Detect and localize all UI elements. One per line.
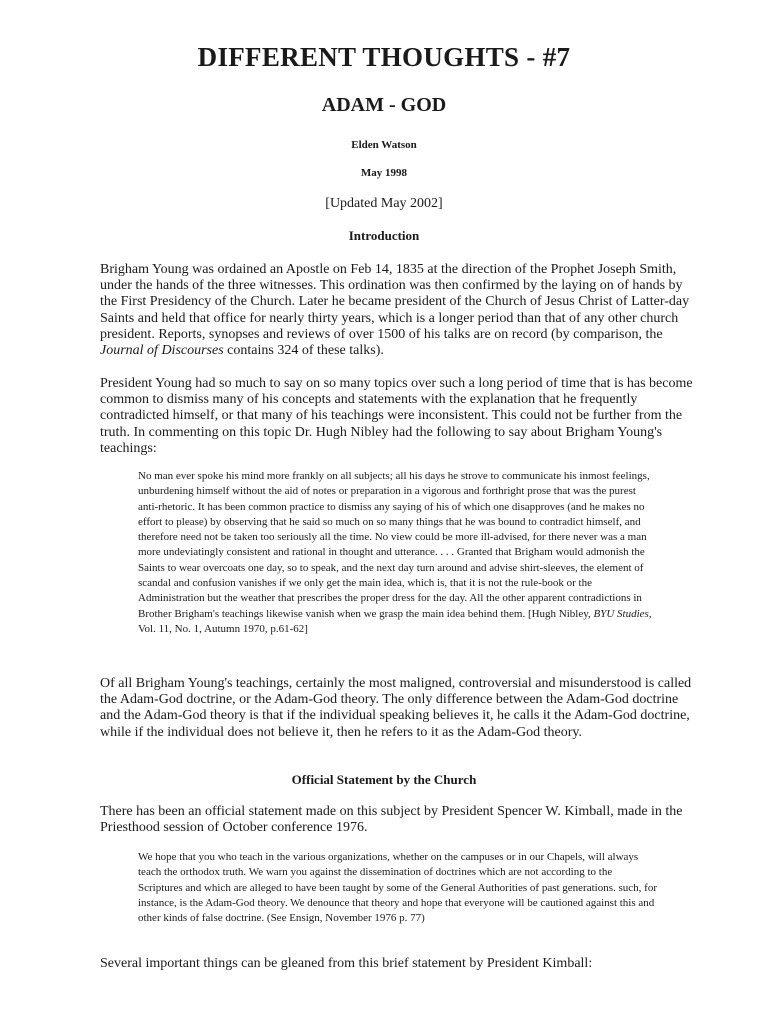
nibley-block-quote [138,469,658,637]
official-paragraph-1: There has been an official statement made on this subject by President Spencer W. Kimball, made in the Priesthood session of October conference 1976. [100,804,683,836]
byu-studies-title: BYU Studies [593,607,649,620]
document-title: DIFFERENT THOUGHTS - #7 [197,42,571,72]
author-name: Elden Watson [351,139,417,151]
nibley-quote-text-b: , Vol. 11, No. 1, Autumn 1970, p.61-62] [138,607,652,635]
publication-date: May 1998 [360,167,408,179]
nibley-quote-text-a: No man ever spoke his mind more frankly on all subjects; all his days he strove to communicate his inmost feelings, unburdening himself without the aid of notes or preparation in a vigorous and forthright prose that was the purest anti-rhetoric. It has been common practice to dismiss any saying of his of which one disapproves (and he makes no effort to please) by observing that he said so much on so many things that he was bound to contradict himself, and therefore need not be taken too seriously all the time. No view could be more ill-advised, for there never was a man more undeviatingly consistent and rational in thought and utterance. . . . Granted that Brigham would admonish the Saints to wear overcoats one day, so to speak, and the next day turn around and advise shirt-sleeves, the element of scandal and confusion vanishes if we only get the main idea, which is, that it is not the rule-book or the Administration but the weather that prescribes the proper dress for the day. All the other apparent contradictions in Brother Brigham's teachings likewise vanish when we grasp the main idea behind them. [Hugh Nibley, [138,470,650,620]
intro-paragraph-1-text-b: contains 324 of these talks). [223,343,384,359]
intro-paragraph-3: Of all Brigham Young's teachings, certainly the most maligned, controversial and misunderstood is called the Adam-God doctrine, or the Adam-God theory. The only difference between the Adam-God doctrine and the Adam-God theory is that if the individual speaking believes it, he calls it the Adam-God doctrine, while if the individual does not believe it, then he refers to it as the Adam-God theory. [100,676,692,740]
document-subtitle: ADAM - GOD [321,94,447,116]
intro-paragraph-2: President Young had so much to say on so many topics over such a long period of time that is has become common to dismiss many of his concepts and statements with the explanation that he frequently contradicted himself, or that many of his teachings were inconsistent. This could not be further from the truth. In commenting on this topic Dr. Hugh Nibley had the following to say about Brigham Young's teachings: [100,376,693,456]
official-paragraph-2: Several important things can be gleaned from this brief statement by President Kimball: [100,956,593,971]
intro-paragraph-1 [100,262,700,359]
intro-paragraph-1-text-a: Brigham Young was ordained an Apostle on Feb 14, 1835 at the direction of the Prophet Joseph Smith, under the hands of the three witnesses. This ordination was then confirmed by the laying on of hands by the First Presidency of the Church. Later he became president of the Church of Jesus Christ of Latter-day Saints and held that office for nearly thirty years, which is a longer period than that of any other church president. Reports, synopses and reviews of over 1500 of his talks are on record (by comparison, the [100,262,690,342]
section-heading-official-statement: Official Statement by the Church [291,772,477,787]
journal-of-discourses-title: Journal of Discourses [100,343,224,359]
section-heading-introduction: Introduction [348,228,420,243]
kimball-block-quote: We hope that you who teach in the various organizations, whether on the campuses or in our Chapels, will always teach the orthodox truth. We warn you against the dissemination of doctrines which are not according to the Scriptures and which are alleged to have been taught by some of the General Authorities of past generations. such, for instance, is the Adam-God theory. We denounce that theory and hope that everyone will be cautioned against this and other kinds of false doctrine. (See Ensign, November 1976 p. 77) [138,851,657,925]
updated-note: [Updated May 2002] [325,196,443,211]
